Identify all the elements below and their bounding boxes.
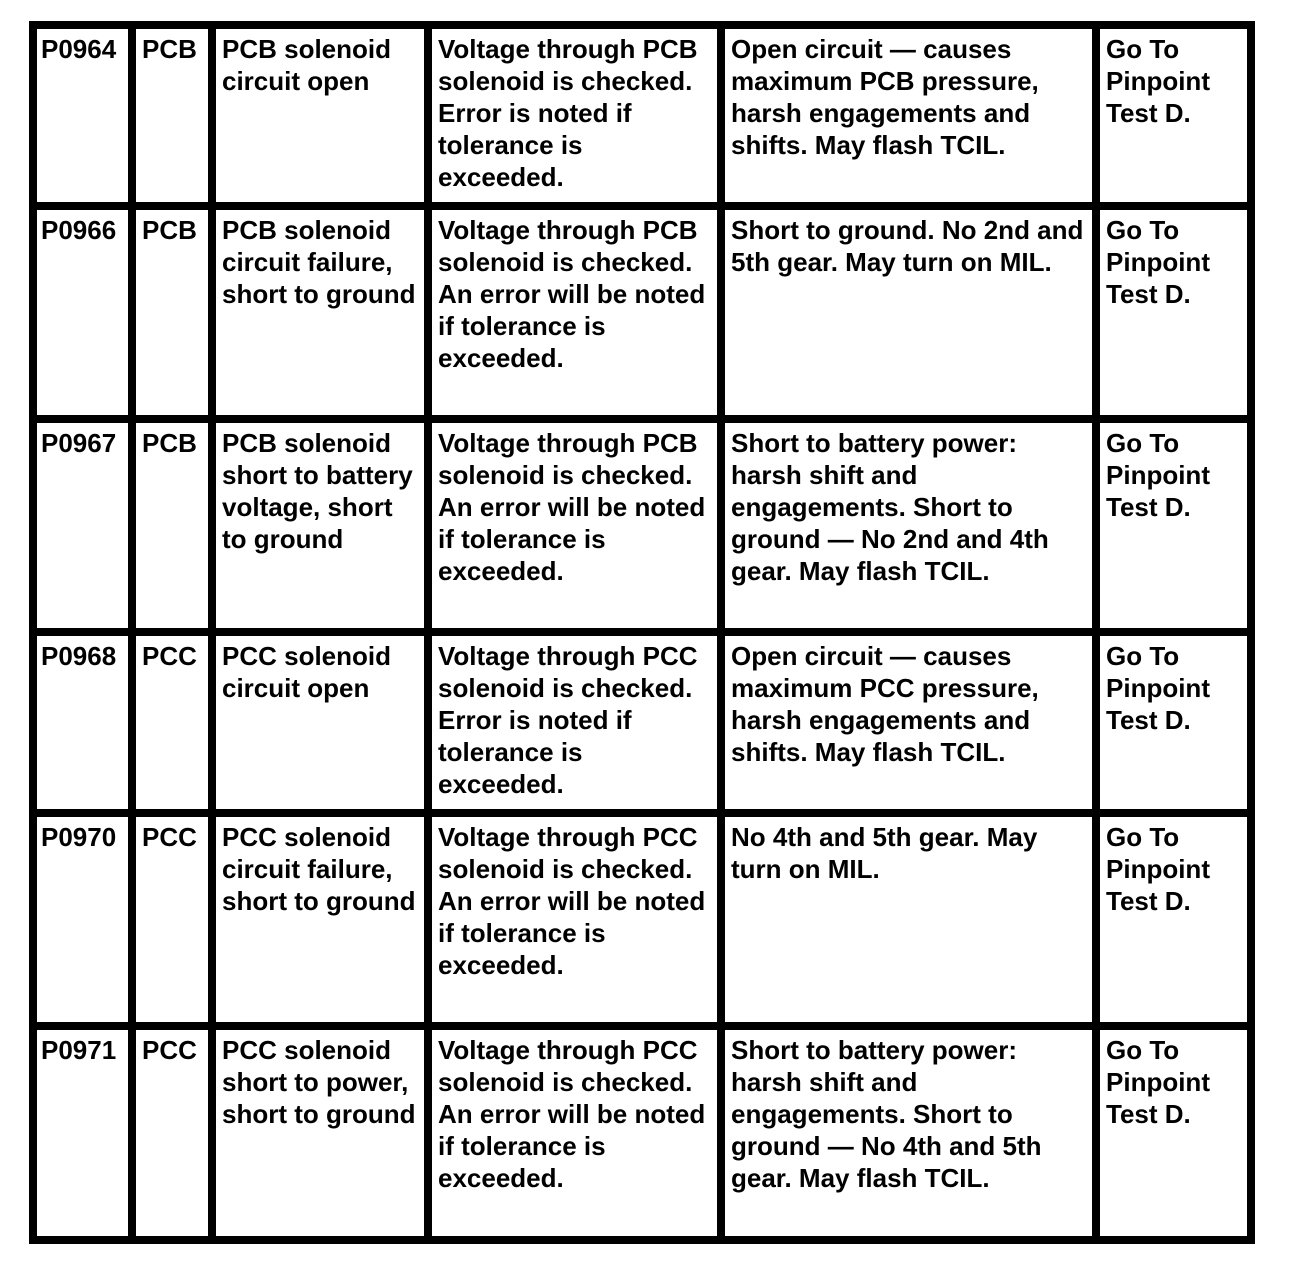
component-cell: PCB	[136, 423, 208, 628]
symptoms-cell: Short to battery power: harsh shift and engagements. Short to ground — No 4th and 5th gear. May flash TCIL.	[725, 1030, 1092, 1236]
component-cell: PCB	[136, 210, 208, 415]
symptoms-cell: Short to battery power: harsh shift and engagements. Short to ground — No 2nd and 4th gear. May flash TCIL.	[725, 423, 1092, 628]
table-row	[37, 817, 1247, 1022]
dtc-code-cell: P0971	[37, 1030, 128, 1236]
monitor-cell: Voltage through PCC solenoid is checked. An error will be noted if tolerance is exceeded.	[432, 817, 717, 1022]
table-row	[37, 1030, 1247, 1236]
symptoms-cell: Open circuit — causes maximum PCC pressure, harsh engagements and shifts. May flash TCIL.	[725, 636, 1092, 809]
monitor-cell: Voltage through PCC solenoid is checked. Error is noted if tolerance is exceeded.	[432, 636, 717, 809]
action-cell: Go To Pinpoint Test D.	[1100, 1030, 1247, 1236]
monitor-cell: Voltage through PCB solenoid is checked. An error will be noted if tolerance is exceeded.	[432, 210, 717, 415]
monitor-cell: Voltage through PCB solenoid is checked. An error will be noted if tolerance is exceeded.	[432, 423, 717, 628]
component-cell: PCC	[136, 636, 208, 809]
description-cell: PCB solenoid circuit open	[216, 29, 424, 202]
dtc-code-cell: P0967	[37, 423, 128, 628]
table-row	[37, 423, 1247, 628]
action-cell: Go To Pinpoint Test D.	[1100, 210, 1247, 415]
dtc-table	[29, 21, 1255, 1244]
symptoms-cell: No 4th and 5th gear. May turn on MIL.	[725, 817, 1092, 1022]
dtc-code-cell: P0968	[37, 636, 128, 809]
table-row	[37, 210, 1247, 415]
description-cell: PCB solenoid circuit failure, short to ground	[216, 210, 424, 415]
table-row	[37, 29, 1247, 202]
monitor-cell: Voltage through PCC solenoid is checked. An error will be noted if tolerance is exceeded.	[432, 1030, 717, 1236]
dtc-code-cell: P0966	[37, 210, 128, 415]
description-cell: PCC solenoid circuit open	[216, 636, 424, 809]
description-cell: PCB solenoid short to battery voltage, short to ground	[216, 423, 424, 628]
component-cell: PCC	[136, 1030, 208, 1236]
action-cell: Go To Pinpoint Test D.	[1100, 636, 1247, 809]
description-cell: PCC solenoid circuit failure, short to ground	[216, 817, 424, 1022]
action-cell: Go To Pinpoint Test D.	[1100, 817, 1247, 1022]
action-cell: Go To Pinpoint Test D.	[1100, 29, 1247, 202]
monitor-cell: Voltage through PCB solenoid is checked. Error is noted if tolerance is exceeded.	[432, 29, 717, 202]
action-cell: Go To Pinpoint Test D.	[1100, 423, 1247, 628]
dtc-code-cell: P0964	[37, 29, 128, 202]
description-cell: PCC solenoid short to power, short to ground	[216, 1030, 424, 1236]
symptoms-cell: Short to ground. No 2nd and 5th gear. May turn on MIL.	[725, 210, 1092, 415]
symptoms-cell: Open circuit — causes maximum PCB pressure, harsh engagements and shifts. May flash TCIL.	[725, 29, 1092, 202]
table-row	[37, 636, 1247, 809]
component-cell: PCB	[136, 29, 208, 202]
dtc-code-cell: P0970	[37, 817, 128, 1022]
component-cell: PCC	[136, 817, 208, 1022]
